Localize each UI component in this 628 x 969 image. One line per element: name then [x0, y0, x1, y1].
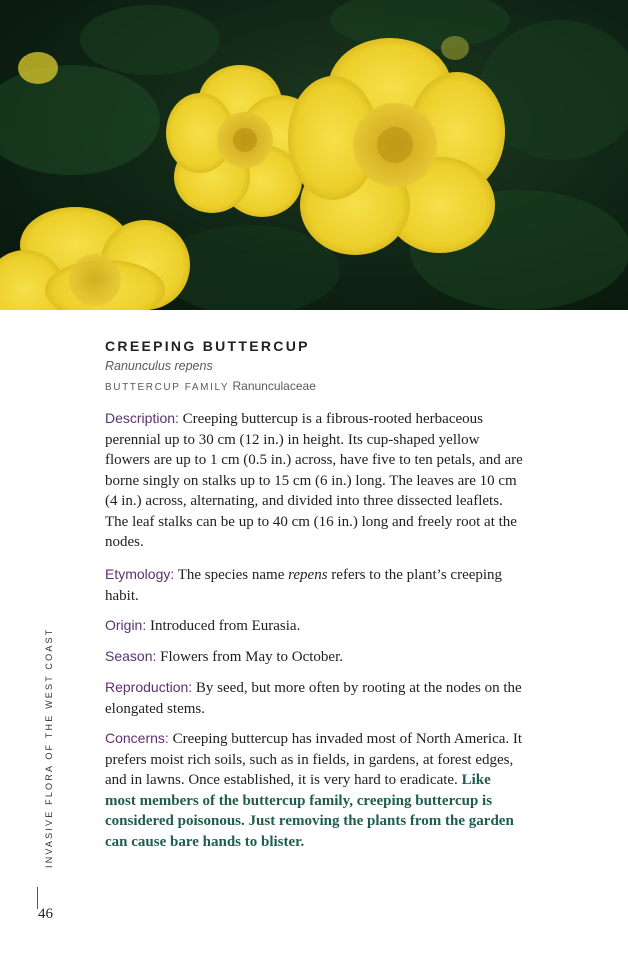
- season-paragraph: [105, 646, 525, 668]
- etymology-text-before: The species name: [177, 567, 285, 583]
- etymology-paragraph: [105, 564, 525, 606]
- buttercup-illustration: [0, 0, 628, 310]
- season-label: Season:: [105, 648, 157, 664]
- description-label: Description:: [105, 410, 179, 426]
- buttercup-photo: [0, 0, 628, 310]
- origin-paragraph: [105, 615, 525, 637]
- latin-name: Ranunculus repens: [105, 359, 213, 373]
- description-text: Creeping buttercup is a fibrous-rooted herbaceous perennial up to 30 cm (12 in.) in height. Its cup-shaped yellow flowers are up to 1 cm (0.5 in.) across, have five to ten petals, and are borne singly on stalks up to 15 cm (6 in.) long. The leaves are 10 cm (4 in.) across, alternating, and divided into three dissected leaflets. The leaf stalks can be up to 40 cm (16 in.) long and freely root at the nodes.: [105, 411, 523, 550]
- family-line: [105, 379, 525, 393]
- entry-content: [105, 338, 525, 850]
- origin-label: Origin:: [105, 617, 147, 633]
- family-name: Ranunculaceae: [232, 379, 316, 393]
- entry-title: CREEPING BUTTERCUP: [105, 338, 310, 354]
- reproduction-text: By seed, but more often by rooting at the nodes on the elongated stems.: [105, 680, 522, 717]
- concerns-text: Creeping buttercup has invaded most of North America. It prefers moist rich soils, such as in fields, in gardens, at forest edges, and in lawns. Once established, it is very hard to eradicate.: [105, 731, 523, 788]
- concerns-label: Concerns:: [105, 730, 169, 746]
- etymology-label: Etymology:: [105, 566, 175, 582]
- etymology-italic: repens: [288, 567, 328, 583]
- description-paragraph: [105, 408, 525, 553]
- etymology-text-after: refers to the plant’s creeping habit.: [105, 567, 503, 604]
- season-text: Flowers from May to October.: [160, 649, 344, 665]
- reproduction-label: Reproduction:: [105, 679, 193, 695]
- origin-text: Introduced from Eurasia.: [149, 618, 301, 634]
- concerns-highlight: Like most members of the buttercup family, creeping buttercup is considered poisonous. Just removing the plants from the garden can cause bare hands to blister.: [105, 772, 514, 850]
- family-label: BUTTERCUP FAMILY: [105, 382, 230, 393]
- reproduction-paragraph: [105, 677, 525, 719]
- page-number: 46: [38, 906, 53, 922]
- running-head: INVASIVE FLORA OF THE WEST COAST: [44, 627, 54, 868]
- concerns-paragraph: [105, 728, 525, 852]
